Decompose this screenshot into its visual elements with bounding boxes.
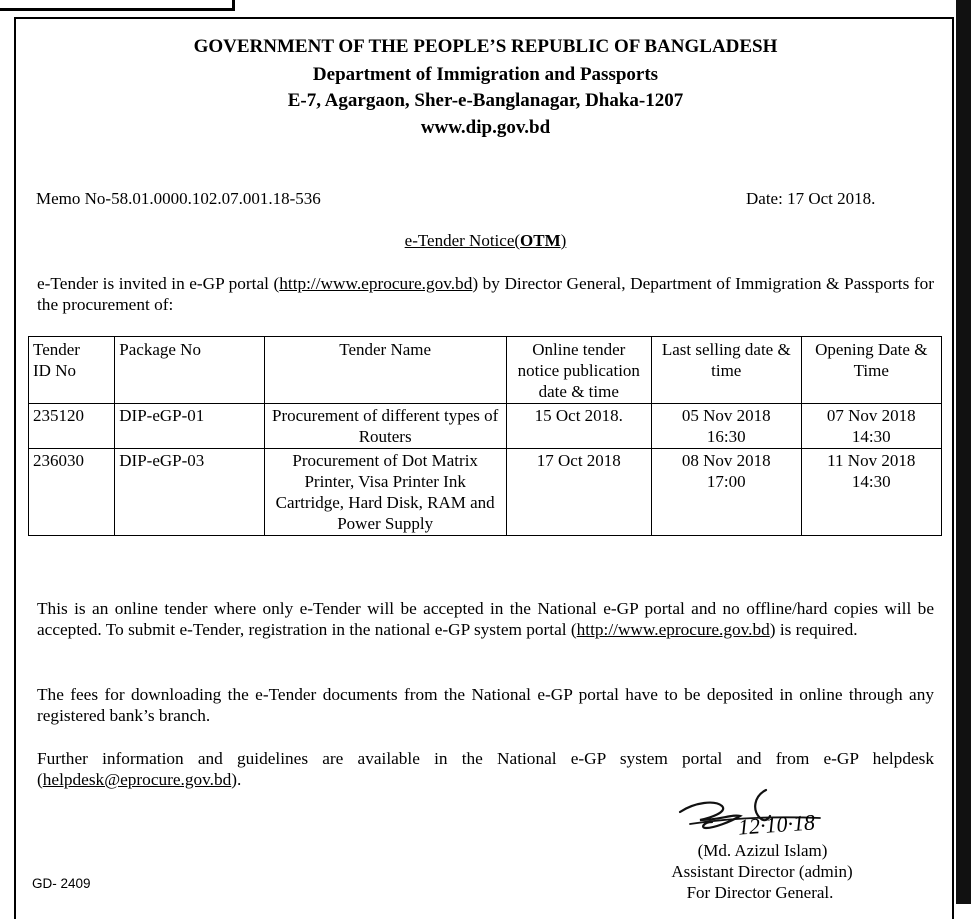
cell-opening-date: 11 Nov 2018: [827, 451, 916, 470]
notice-title-prefix: e-Tender Notice(: [404, 231, 521, 250]
table-header-row: [29, 337, 942, 404]
online-tender-paragraph: [37, 598, 934, 640]
header-last-selling: Last selling date & time: [652, 337, 801, 404]
signer-for: For Director General.: [686, 883, 834, 902]
cell-last-selling: [652, 449, 801, 536]
eprocure-link-2[interactable]: http://www.eprocure.gov.bd: [576, 620, 770, 639]
fees-paragraph: The fees for downloading the e-Tender documents from the National e-GP portal have to be deposited in online through any registered bank’s branch.: [37, 685, 934, 725]
cell-tender-name: Procurement of different types of Routers: [264, 404, 506, 449]
notice-title-otm: OTM: [520, 231, 561, 250]
header-opening: Opening Date & Time: [801, 337, 942, 404]
signer-name: (Md. Azizul Islam): [697, 841, 828, 860]
government-heading: GOVERNMENT OF THE PEOPLE’S REPUBLIC OF BANGLADESH: [193, 36, 778, 57]
header-tender-name: Tender Name: [264, 337, 506, 404]
further-text-before: Further information and guidelines are available in the National e-GP system portal and from e-GP helpdesk (: [37, 749, 934, 789]
cell-opening-date: 07 Nov 2018: [826, 406, 916, 425]
cell-last-selling-date: 08 Nov 2018: [681, 451, 771, 470]
signature-date: 12·10·18: [737, 809, 816, 840]
top-border-stub: [0, 0, 235, 11]
signer-title: Assistant Director (admin): [671, 862, 853, 881]
notice-title: [0, 231, 971, 251]
header-tender-id-line1: Tender: [33, 340, 80, 359]
online-text-after: ) is required.: [769, 620, 858, 639]
header-tender-id-line2: ID No: [33, 361, 76, 380]
table-row: [29, 404, 942, 449]
header-publication: Online tender notice publication date & time: [506, 337, 651, 404]
cell-last-selling-date: 05 Nov 2018: [681, 406, 771, 425]
department-heading: Department of Immigration and Passports: [312, 64, 659, 85]
cell-opening-time: 14:30: [851, 472, 891, 491]
cell-publication: 17 Oct 2018: [506, 449, 651, 536]
intro-text-before: e-Tender is invited in e-GP portal (: [37, 274, 280, 293]
cell-tender-name: Procurement of Dot Matrix Printer, Visa Printer Ink Cartridge, Hard Disk, RAM and Power Supply: [264, 449, 506, 536]
memo-date: Date: 17 Oct 2018.: [746, 189, 876, 208]
address-heading: E-7, Agargaon, Sher-e-Banglanagar, Dhaka-1207: [287, 90, 684, 111]
cell-opening: [801, 449, 942, 536]
website-heading: www.dip.gov.bd: [420, 117, 551, 138]
cell-publication: 15 Oct 2018.: [506, 404, 651, 449]
eprocure-link[interactable]: http://www.eprocure.gov.bd: [279, 274, 473, 293]
cell-tender-id: 236030: [29, 449, 115, 536]
cell-package-no: DIP-eGP-01: [115, 404, 264, 449]
cell-package-no: DIP-eGP-03: [115, 449, 264, 536]
intro-paragraph: [37, 273, 934, 315]
cell-opening: [801, 404, 942, 449]
further-text-after: ).: [231, 770, 242, 789]
cell-last-selling-time: 16:30: [706, 427, 746, 446]
tender-table: [28, 336, 942, 536]
cell-tender-id: 235120: [29, 404, 115, 449]
table-row: [29, 449, 942, 536]
cell-last-selling-time: 17:00: [706, 472, 746, 491]
cell-last-selling: [652, 404, 801, 449]
intro-text-after: ) by Director General, Department of Immigration & Passports for the procurement of:: [37, 274, 934, 314]
cell-opening-time: 14:30: [851, 427, 891, 446]
header-tender-id: [29, 337, 115, 404]
helpdesk-email-link[interactable]: helpdesk@eprocure.gov.bd: [42, 770, 232, 789]
header-package-no: Package No: [115, 337, 264, 404]
memo-number: Memo No-58.01.0000.102.07.001.18-536: [36, 189, 321, 208]
online-text-before: This is an online tender where only e-Tender will be accepted in the National e-GP portal and no offline/hard copies will be accepted. To submit e-Tender, registration in the national e-GP system portal (: [37, 599, 934, 639]
document-code: GD- 2409: [32, 876, 91, 891]
notice-title-suffix: ): [560, 231, 567, 250]
